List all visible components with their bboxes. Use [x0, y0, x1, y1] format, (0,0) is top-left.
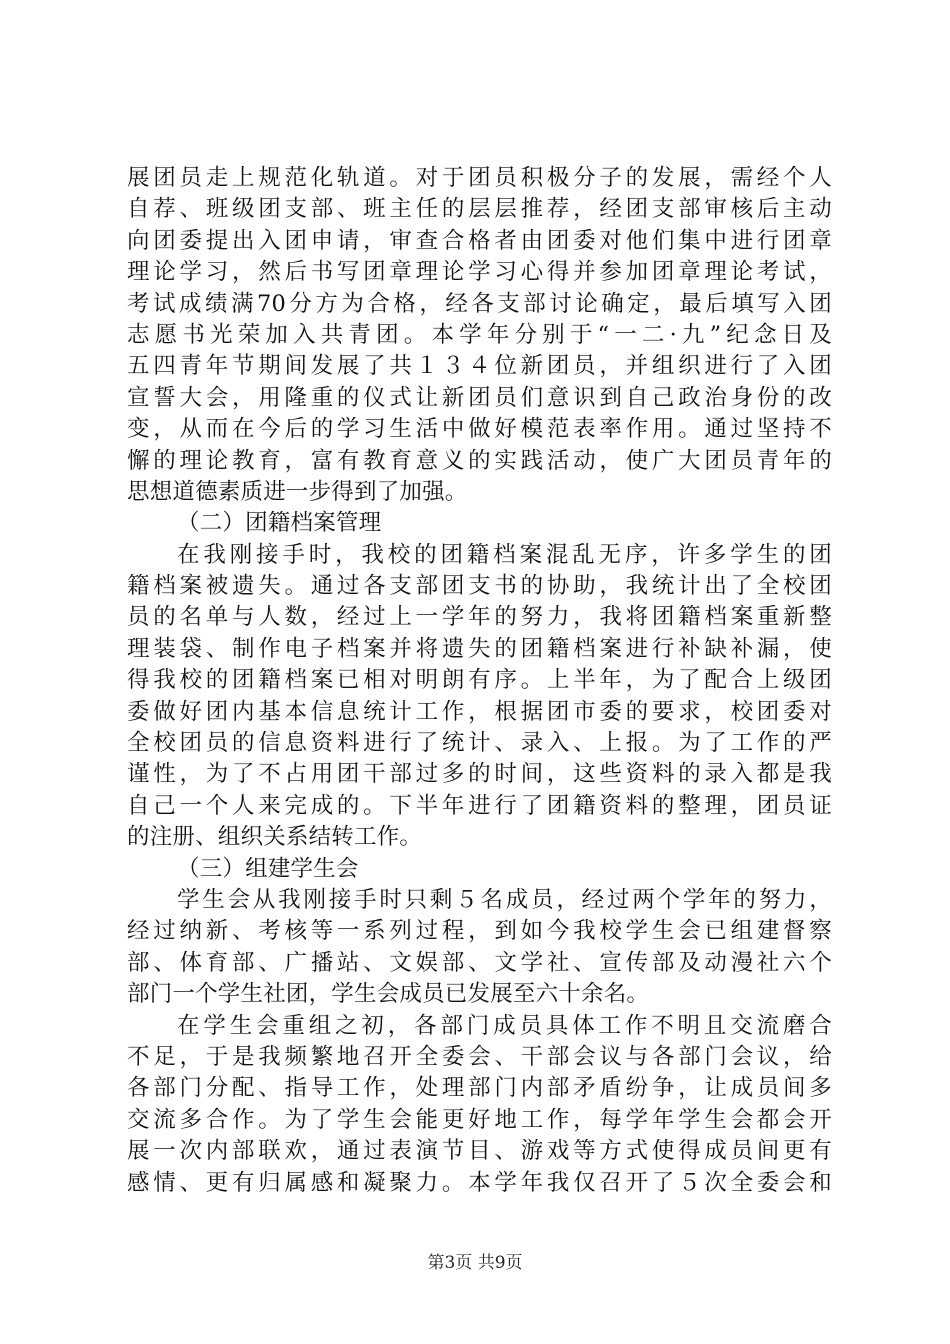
document-body [127, 163, 832, 1199]
text-line: （三）组建学生会 [177, 855, 359, 882]
text-line: 员的名单与人数，经过上一学年的努力，我将团籍档案重新整 [127, 604, 832, 631]
text-line: 各部门分配、指导工作，处理部门内部矛盾纷争，让成员间多 [127, 1075, 832, 1102]
text-line: 感情、更有归属感和凝聚力。本学年我仅召开了５次全委会和 [127, 1169, 832, 1196]
text-line: 展一次内部联欢，通过表演节目、游戏等方式使得成员间更有 [127, 1138, 832, 1165]
text-line: 部、体育部、广播站、文娱部、文学社、宣传部及动漫社六个 [127, 949, 832, 976]
text-line: 全校团员的信息资料进行了统计、录入、上报。为了工作的严 [127, 730, 832, 757]
text-line: 经过纳新、考核等一系列过程，到如今我校学生会已组建督察 [127, 918, 832, 945]
text-line: 变，从而在今后的学习生活中做好模范表率作用。通过坚持不 [127, 416, 832, 443]
text-line: 在学生会重组之初，各部门成员具体工作不明且交流磨合 [177, 1012, 832, 1039]
text-line: 的注册、组织关系结转工作。 [127, 824, 423, 851]
text-line: 自己一个人来完成的。下半年进行了团籍资料的整理，团员证 [127, 792, 832, 819]
text-line: 不足，于是我频繁地召开全委会、干部会议与各部门会议，给 [127, 1043, 832, 1070]
text-line: （二）团籍档案管理 [177, 510, 382, 537]
text-line: 委做好团内基本信息统计工作，根据团市委的要求，校团委对 [127, 698, 832, 725]
text-line: 思想道德素质进一步得到了加强。 [127, 478, 468, 505]
text-line: 部门一个学生社团，学生会成员已发展至六十余名。 [127, 981, 650, 1008]
text-line: 向团委提出入团申请，审查合格者由团委对他们集中进行团章 [127, 227, 832, 254]
text-line: 籍档案被遗失。通过各支部团支书的协助，我统计出了全校团 [127, 573, 832, 600]
text-line: 学生会从我刚接手时只剩５名成员，经过两个学年的努力， [177, 886, 832, 913]
text-line: 志愿书光荣加入共青团。本学年分别于“一二·九”纪念日及 [127, 321, 832, 348]
text-line: 理论学习，然后书写团章理论学习心得并参加团章理论考试， [127, 259, 832, 286]
text-line: 自荐、班级团支部、班主任的层层推荐，经团支部审核后主动 [127, 196, 832, 223]
text-line: 宣誓大会，用隆重的仪式让新团员们意识到自己政治身份的改 [127, 384, 832, 411]
text-line: 谨性，为了不占用团干部过多的时间，这些资料的录入都是我 [127, 761, 832, 788]
text-line: 交流多合作。为了学生会能更好地工作，每学年学生会都会开 [127, 1106, 832, 1133]
text-line: 五四青年节期间发展了共１３４位新团员，并组织进行了入团 [127, 353, 832, 380]
text-line: 理装袋、制作电子档案并将遗失的团籍档案进行补缺补漏，使 [127, 635, 832, 662]
page-footer: 第3页 共9页 [427, 1253, 523, 1273]
text-line: 展团员走上规范化轨道。对于团员积极分子的发展，需经个人 [127, 165, 832, 191]
text-line: 得我校的团籍档案已相对明朗有序。上半年，为了配合上级团 [127, 667, 832, 694]
text-line: 在我刚接手时，我校的团籍档案混乱无序，许多学生的团 [177, 541, 832, 568]
text-line: 懈的理论教育，富有教育意义的实践活动，使广大团员青年的 [127, 447, 832, 474]
text-line: 考试成绩满70分方为合格，经各支部讨论确定，最后填写入团 [127, 290, 832, 317]
